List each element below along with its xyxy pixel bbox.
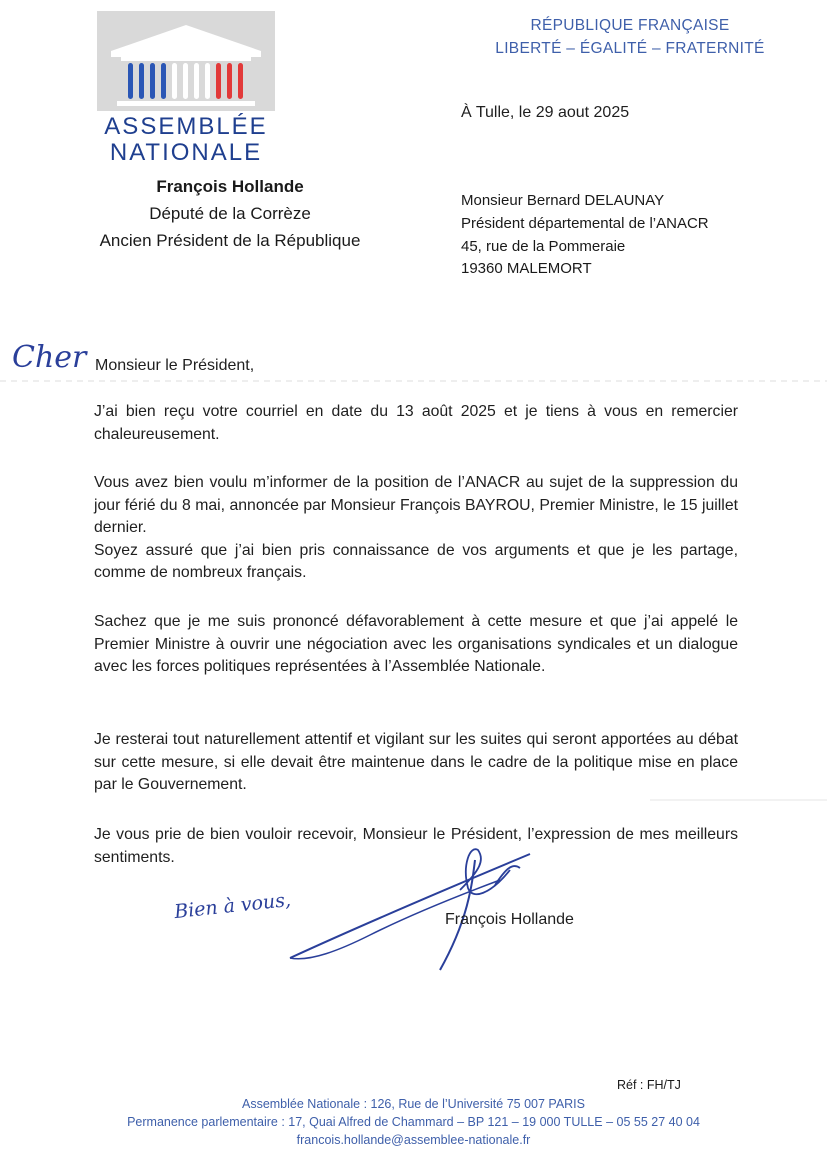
- assemblee-nationale-logo: [97, 11, 275, 166]
- hemicycle-emblem-icon: [97, 11, 275, 111]
- body-paragraph-1: J’ai bien reçu votre courriel en date du 13 août 2025 et je tiens à vous en remercier chaleureusement.: [94, 403, 738, 443]
- body-paragraph-2: [94, 472, 738, 585]
- sender-role: Député de la Corrèze: [149, 204, 311, 223]
- recipient-name: Monsieur Bernard DELAUNAY: [461, 192, 665, 209]
- republic-heading: RÉPUBLIQUE FRANÇAISE: [530, 17, 730, 34]
- reference: Réf : FH/TJ: [617, 1078, 681, 1092]
- footer-email: francois.hollande@assemblee-nationale.fr: [296, 1133, 531, 1147]
- sender-former-title: Ancien Président de la République: [99, 231, 361, 250]
- salutation: Monsieur le Président,: [95, 357, 255, 374]
- handwritten-closing: Bien à vous,: [173, 888, 292, 924]
- footer-address-paris: Assemblée Nationale : 126, Rue de l’Université 75 007 PARIS: [241, 1097, 585, 1111]
- body-paragraph-4: Je resterai tout naturellement attentif et vigilant sur les suites qui seront apportées au débat sur cette mesure, si elle devait être maintenue dans le cadre de la politique mise en place par le Gouvernement.: [94, 731, 738, 794]
- body-paragraph-2a: Vous avez bien voulu m’informer de la position de l’ANACR au sujet de la suppression du jour férié du 8 mai, annoncée par Monsieur François BAYROU, Premier Ministre, le 15 juillet dernier.: [94, 474, 738, 537]
- signer-name: François Hollande: [445, 911, 574, 928]
- handwritten-greeting: Cher: [12, 340, 87, 375]
- recipient-street: 45, rue de la Pommeraie: [461, 238, 626, 255]
- recipient-title: Président départemental de l’ANACR: [461, 215, 709, 232]
- logo-line-1: ASSEMBLÉE: [104, 113, 268, 140]
- body-paragraph-5: Je vous prie de bien vouloir recevoir, Monsieur le Président, l’expression de mes meilleurs sentiments.: [94, 826, 738, 866]
- body-paragraph-3: Sachez que je me suis prononcé défavorablement à cette mesure et que j’ai appelé le Premier Ministre à ouvrir une négociation avec les organisations syndicales et un dialogue avec les forces politiques représentées à l’Assemblée Nationale.: [94, 613, 738, 676]
- footer-address-tulle: Permanence parlementaire : 17, Quai Alfred de Chammard – BP 121 – 19 000 TULLE – 05 55 27 40 04: [127, 1115, 700, 1129]
- date-line: À Tulle, le 29 aout 2025: [461, 104, 630, 121]
- republic-motto: LIBERTÉ – ÉGALITÉ – FRATERNITÉ: [495, 40, 765, 57]
- body-paragraph-2b: Soyez assuré que j’ai bien pris connaissance de vos arguments et que je les partage, comme de nombreux français.: [94, 541, 738, 582]
- recipient-city: 19360 MALEMORT: [461, 260, 592, 277]
- sender-name: François Hollande: [156, 177, 304, 196]
- logo-line-2: NATIONALE: [109, 139, 263, 166]
- signature-icon: [280, 840, 600, 975]
